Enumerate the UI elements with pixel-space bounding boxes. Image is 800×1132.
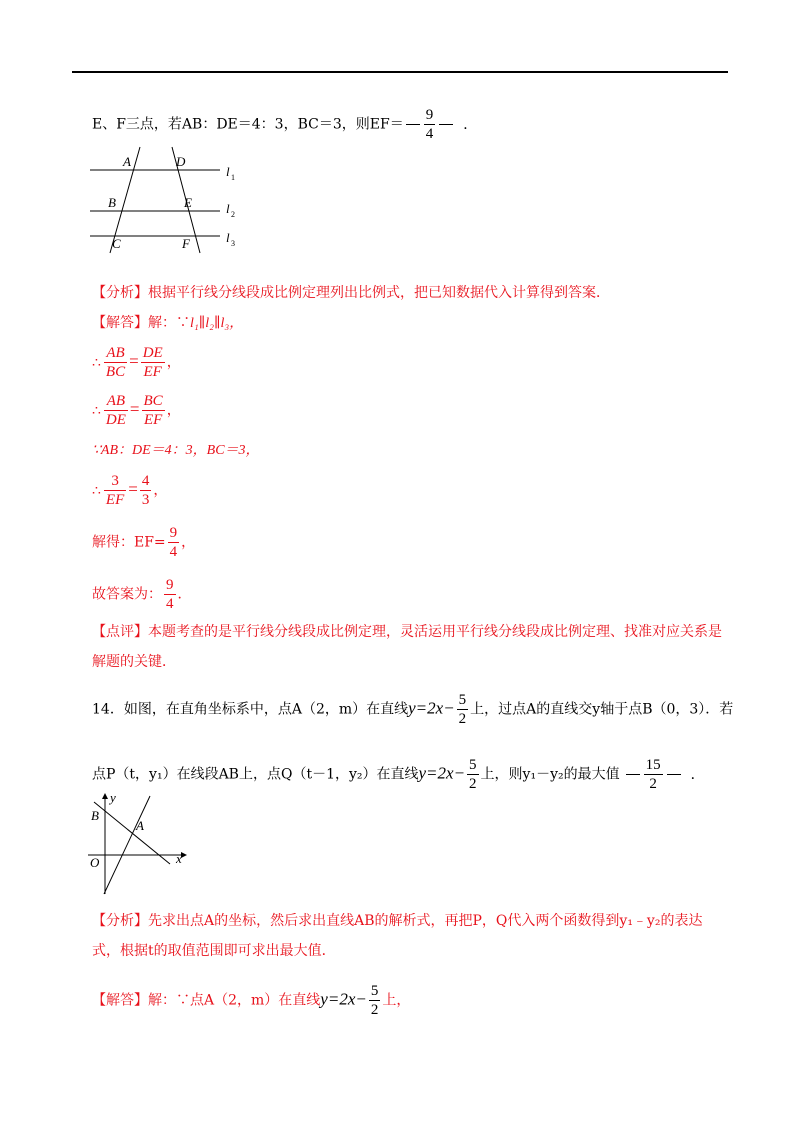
q14-analysis-2: 式，根据t的取值范围即可求出最大值．: [92, 943, 336, 959]
q13-solution-intro-text: 解：∵: [148, 315, 190, 331]
line-y-2x-5-2: [104, 796, 150, 894]
q13-answer-num: 9: [425, 107, 434, 123]
eq1-right-den: EF: [141, 362, 165, 381]
q13-stem-ef: EF＝: [369, 116, 404, 133]
q14-answer-blank-left: [626, 774, 640, 775]
label-A: A: [123, 154, 131, 169]
label-B: B: [108, 195, 116, 210]
eq2-left-fraction: [104, 392, 128, 429]
q14-answer-den: 2: [644, 774, 663, 793]
q14-line-den-2: 2: [469, 776, 477, 792]
q14-stem-2: [92, 756, 705, 793]
eq3-equals: =: [128, 479, 138, 499]
q13-solve-fraction: [168, 524, 180, 561]
eq1-right-num: DE: [142, 345, 163, 361]
q14-number: 14．: [92, 701, 124, 718]
q14-solution: [92, 982, 410, 1019]
eq1-left-fraction: [104, 344, 127, 381]
label-E: E: [184, 195, 192, 210]
q13-comment-tag: 【点评】: [92, 624, 148, 640]
label-C: C: [112, 236, 121, 251]
q14-answer-num: 15: [645, 757, 661, 773]
label-l3-sub: 3: [231, 239, 235, 248]
q13-final-label: 故答案为：: [92, 586, 162, 603]
q13-parallel-lines-figure: [88, 145, 248, 255]
q14-line-den: 2: [458, 711, 467, 727]
q13-final-end: ．: [177, 586, 192, 603]
q13-eq3: [92, 472, 167, 509]
q13-answer-fraction: [424, 106, 436, 143]
q14-line-num: 5: [458, 692, 467, 708]
eq3-left-den: EF: [105, 492, 125, 508]
q13-stem: [92, 106, 477, 143]
label-l1-sub: 1: [231, 173, 235, 182]
eq2-left-num: AB: [106, 393, 126, 409]
label-l1: l: [226, 164, 230, 179]
q14-solution-eq: y=2x−: [320, 989, 367, 1009]
q14-solution-fraction: [369, 982, 381, 1019]
q13-solve-num: 9: [169, 525, 178, 541]
eq2-equals: =: [129, 399, 140, 419]
q14-stem1-b: 上，过点A的直线交y轴于点B（0，3）．若: [470, 701, 734, 718]
q14-answer-blank-right: [667, 774, 681, 775]
eq3-right-den: 3: [141, 492, 150, 508]
q13-answer-blank-right: [439, 124, 453, 125]
eq2-right-den: EF: [142, 410, 165, 429]
header-rule: [72, 71, 728, 73]
q14-analysis-tag: 【分析】: [92, 913, 148, 929]
q13-solution-parallel: l₁∥l₂∥l₃，: [190, 316, 244, 331]
eq2-right-num: BC: [143, 393, 163, 409]
q13-solve: [92, 524, 195, 561]
therefore-symbol: ∴: [92, 482, 101, 499]
label-x: x: [176, 851, 182, 866]
eq3-end: ，: [153, 482, 168, 499]
q13-final-num: 9: [166, 577, 174, 593]
eq3-left-num: 3: [111, 473, 119, 489]
q14-stem-1: [92, 691, 733, 728]
q14-solution-text-a: 解：∵点A（2，m）在直线: [148, 992, 321, 1009]
eq1-equals: =: [129, 351, 139, 371]
q13-solve-end: ，: [181, 534, 196, 551]
q14-line-fraction-2: [467, 756, 479, 793]
q13-stem-ratio: AB：DE＝4：3，BC＝3，则: [181, 116, 370, 133]
label-F: F: [182, 236, 190, 251]
q14-stem1-a: 如图，在直角坐标系中，点A（2，m）在直线: [123, 701, 409, 718]
q14-analysis-1: [92, 911, 702, 931]
label-B: B: [91, 808, 99, 823]
eq2-right-fraction: [142, 392, 165, 429]
q14-solution-text-b: 上，: [382, 992, 411, 1009]
label-D: D: [176, 154, 186, 169]
label-y: y: [110, 790, 116, 805]
q13-answer-blank-left: [406, 124, 420, 125]
eq1-right-fraction: [141, 344, 165, 381]
q14-analysis-text-1: 先求出点A的坐标，然后求出直线AB的解析式，再把P，Q代入两个函数得到y₁﹣y₂的表达: [148, 913, 703, 929]
q14-coordinate-figure: [86, 790, 196, 896]
q13-solve-den: 4: [169, 544, 178, 560]
q13-eq1: [92, 344, 181, 381]
q14-line-eq: y=2x−: [408, 698, 455, 718]
q13-comment-1: [92, 622, 722, 642]
q13-eq2: [92, 392, 181, 429]
q14-solution-tag: 【解答】: [92, 992, 148, 1009]
q13-given: ∵AB：DE＝4：3，BC＝3，: [92, 443, 260, 458]
q13-comment-text-1: 本题考查的是平行线分线段成比例定理，灵活运用平行线分线段成比例定理、找准对应关系是: [148, 624, 722, 640]
q14-stem2-b: 上，则y₁－y₂的最大值: [480, 766, 620, 783]
eq1-left-num: AB: [106, 345, 125, 361]
q13-stem-pre: E、F三点，若: [92, 116, 182, 133]
label-l2-sub: 2: [231, 210, 235, 219]
eq3-right-fraction: [140, 472, 152, 509]
eq3-right-num: 4: [141, 473, 150, 489]
q14-stem2-end: ．: [690, 766, 705, 783]
eq2-end: ，: [166, 402, 181, 419]
label-l3: l: [226, 230, 230, 245]
eq1-left-den: BC: [105, 364, 126, 380]
q13-final-fraction: [164, 576, 176, 613]
q13-comment-2: 解题的关键．: [92, 654, 176, 670]
therefore-symbol: ∴: [92, 354, 101, 371]
q13-solution-intro: [92, 313, 243, 334]
q14-answer-fraction: [644, 756, 663, 793]
q14-solution-den: 2: [370, 1002, 379, 1018]
q14-stem2-a: 点P（t，y₁）在线段AB上，点Q（t－1，y₂）在直线: [92, 766, 419, 783]
q13-analysis-tag: 【分析】: [92, 285, 148, 301]
q13-analysis: [92, 283, 610, 303]
q13-solution-tag: 【解答】: [92, 315, 148, 331]
q13-stem-end: ．: [463, 116, 478, 133]
q14-line-fraction: [457, 691, 469, 728]
therefore-symbol: ∴: [92, 402, 101, 419]
q14-line-eq-2: y=2x−: [418, 763, 466, 783]
eq1-end: ，: [166, 354, 181, 371]
q14-solution-num: 5: [370, 983, 379, 999]
q13-answer-den: 4: [425, 126, 434, 142]
q14-line-num-2: 5: [469, 757, 477, 773]
label-O: O: [90, 855, 100, 870]
eq3-left-fraction: [104, 472, 126, 509]
q13-solve-label: 解得：EF=: [92, 534, 166, 551]
label-A: A: [136, 818, 144, 833]
eq2-left-den: DE: [105, 412, 126, 428]
q13-analysis-text: 根据平行线分线段成比例定理列出比例式，把已知数据代入计算得到答案．: [148, 285, 610, 301]
q13-final-den: 4: [166, 596, 174, 612]
q13-final: [92, 576, 192, 613]
label-l2: l: [226, 201, 230, 216]
